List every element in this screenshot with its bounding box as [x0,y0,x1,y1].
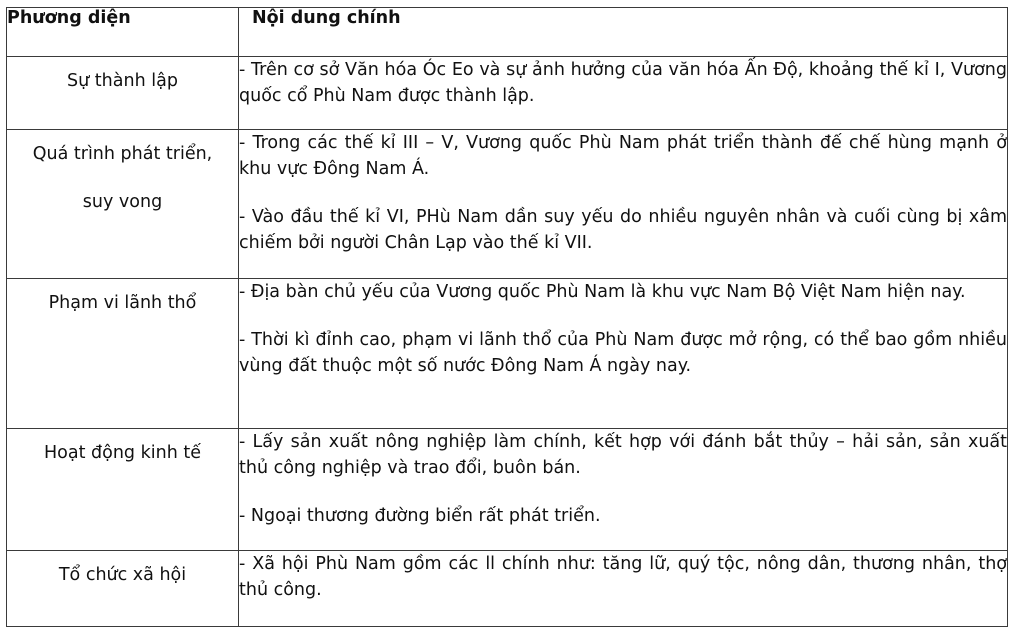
content-paragraph: - Lấy sản xuất nông nghiệp làm chính, kết hợp với đánh bắt thủy – hải sản, sản xuất thủ công nghiệp và trao đổi, buôn bán. [239,432,1007,478]
summary-table [6,7,1008,627]
header-aspect: Phương diện [7,8,239,57]
table-row [7,551,1008,627]
content-cell [239,551,1008,627]
aspect-label: Quá trình phát triển, [32,144,213,164]
aspect-label: Phạm vi lãnh thổ [48,293,197,313]
content-paragraph: - Vào đầu thế kỉ VI, PHù Nam dần suy yếu do nhiều nguyên nhân và cuối cùng bị xâm chiếm bởi người Chân Lạp vào thế kỉ VII. [239,207,1007,253]
aspect-cell [7,57,239,130]
table-row [7,429,1008,551]
content-paragraph: - Ngoại thương đường biển rất phát triển. [239,506,601,526]
aspect-cell [7,429,239,551]
content-cell [239,130,1008,279]
table-row [7,130,1008,279]
aspect-label: Sự thành lập [67,71,178,91]
aspect-label: Tổ chức xã hội [58,565,187,585]
content-paragraph: - Thời kì đỉnh cao, phạm vi lãnh thổ của Phù Nam được mở rộng, có thể bao gồm nhiều vùng đất thuộc một số nước Đông Nam Á ngày nay. [239,330,1007,376]
table-row [7,57,1008,130]
table-row [7,279,1008,429]
header-content: Nội dung chính [239,8,1008,57]
aspect-cell [7,279,239,429]
content-paragraph: - Trong các thế kỉ III – V, Vương quốc Phù Nam phát triển thành đế chế hùng mạnh ở khu vực Đông Nam Á. [239,133,1007,179]
aspect-label: Hoạt động kinh tế [44,443,201,463]
content-paragraph: - Trên cơ sở Văn hóa Óc Eo và sự ảnh hưởng của văn hóa Ấn Độ, khoảng thế kỉ I, Vương quốc cổ Phù Nam được thành lập. [239,60,1007,106]
content-cell [239,279,1008,429]
content-paragraph: - Xã hội Phù Nam gồm các ll chính như: tăng lữ, quý tộc, nông dân, thương nhân, thợ thủ công. [239,554,1007,600]
content-cell [239,57,1008,130]
aspect-cell [7,130,239,279]
aspect-cell [7,551,239,627]
header-row [7,8,1008,57]
content-cell [239,429,1008,551]
aspect-label: suy vong [82,192,163,212]
content-paragraph: - Địa bàn chủ yếu của Vương quốc Phù Nam là khu vực Nam Bộ Việt Nam hiện nay. [239,282,966,302]
